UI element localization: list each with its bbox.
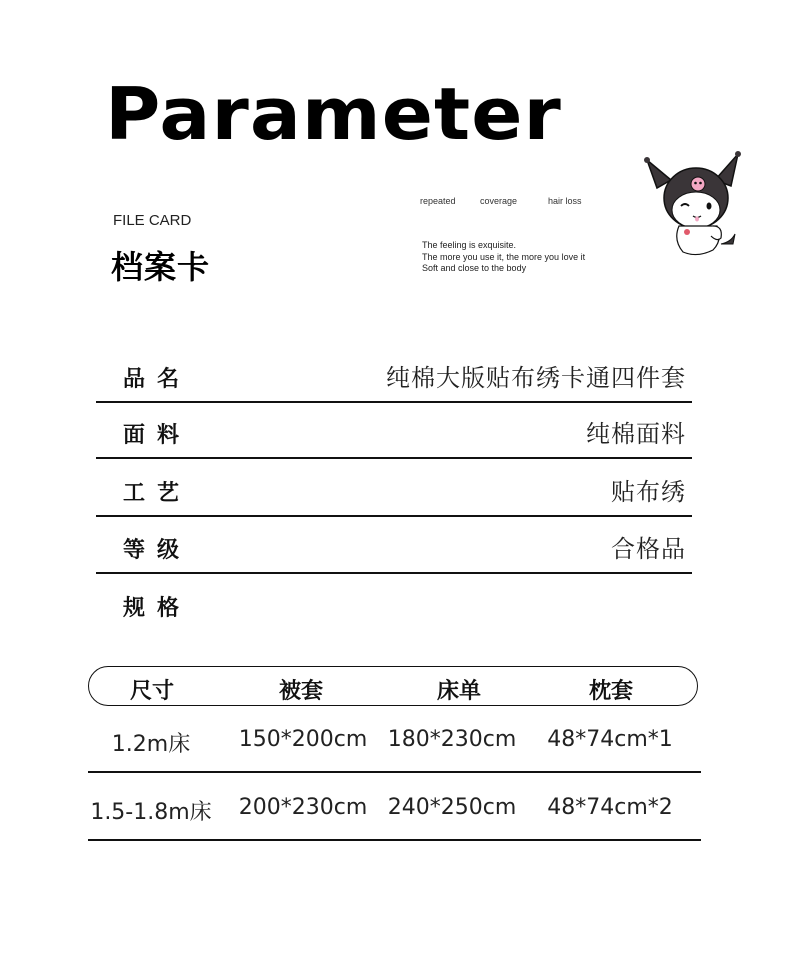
param-row-name [96,345,692,403]
param-label: 等级 [123,538,192,563]
param-label: 工艺 [123,481,192,506]
param-label: 品名 [123,367,192,392]
table-row [88,707,701,773]
param-row-grade [96,516,692,574]
table-row [88,775,701,841]
param-row-craft [96,459,692,517]
tagline-line-3: Soft and close to the body [422,263,527,273]
param-label: 面料 [123,423,192,448]
param-label: 规格 [123,596,192,621]
table-cell: 1.2m床 [111,732,191,757]
table-cell: 150*200cm [238,727,368,752]
table-cell: 48*74cm*1 [547,727,673,752]
table-cell: 180*230cm [387,727,517,752]
column-header: 床单 [436,679,482,704]
param-row-fabric [96,401,692,459]
subtitle-cn: 档案卡 [111,248,211,286]
table-cell: 240*250cm [387,795,517,820]
subtitle-en: FILE CARD [113,212,192,229]
size-table-header [88,666,698,706]
tag-hair-loss: hair loss [548,196,582,206]
param-value: 纯棉面料 [586,420,686,448]
page-title: Parameter [105,72,562,156]
tagline [422,240,585,275]
tagline-line-2: The more you use it, the more you love it [422,251,586,262]
column-header: 尺寸 [129,679,175,704]
tag-repeated: repeated [420,196,456,206]
tag-coverage: coverage [480,196,518,206]
divider [88,771,701,773]
param-row-spec [96,574,692,632]
tagline-line-1: The feeling is exquisite. [422,240,517,250]
table-cell: 200*230cm [238,795,368,820]
param-value: 合格品 [611,535,686,563]
param-value: 纯棉大版贴布绣卡通四件套 [386,364,686,392]
column-header: 被套 [278,679,324,704]
cartoon-character-icon [643,148,743,258]
table-cell: 1.5-1.8m床 [90,800,212,825]
divider [88,839,701,841]
param-value: 贴布绣 [611,478,686,506]
column-header: 枕套 [588,679,634,704]
table-cell: 48*74cm*2 [547,795,673,820]
